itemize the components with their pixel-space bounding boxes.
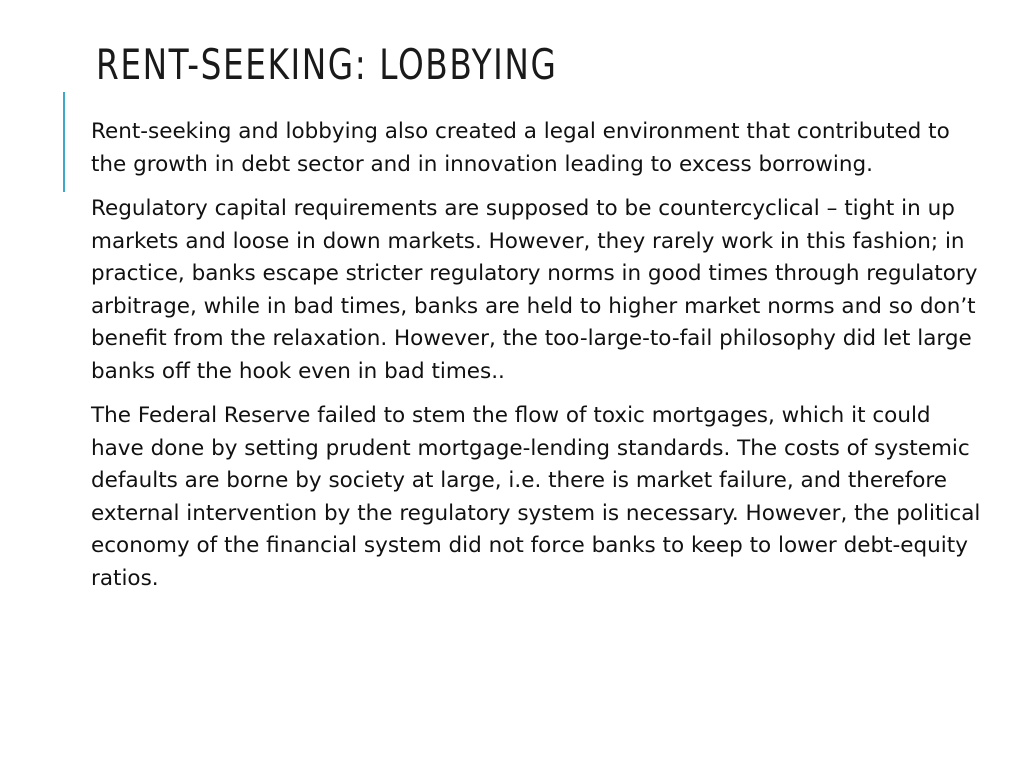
accent-bar (63, 92, 65, 192)
paragraph-federal-reserve: The Federal Reserve failed to stem the flow of toxic mortgages, which it could have done by setting prudent mortgage-lending standards. The costs of systemic defaults are borne by society at large, i.e. there is market failure, and therefore external intervention by the regulatory system is necessary. However, the political economy of the financial system did not force banks to keep to lower debt-equity ratios. (91, 403, 981, 591)
paragraph-rent-seeking: Rent-seeking and lobbying also created a legal environment that contributed to the growth in debt sector and in innovation leading to excess borrowing. (91, 119, 950, 177)
slide-body (91, 116, 981, 607)
slide-title: RENT-SEEKING: LOBBYING (96, 40, 558, 89)
paragraph-regulatory-capital: Regulatory capital requirements are supposed to be countercyclical – tight in up markets and loose in down markets. However, they rarely work in this fashion; in practice, banks escape stricter regulatory norms in good times through regulatory arbitrage, while in bad times, banks are held to higher market norms and so don’t benefit from the relaxation. However, the too-large-to-fail philosophy did let large banks off the hook even in bad times.. (91, 196, 978, 384)
